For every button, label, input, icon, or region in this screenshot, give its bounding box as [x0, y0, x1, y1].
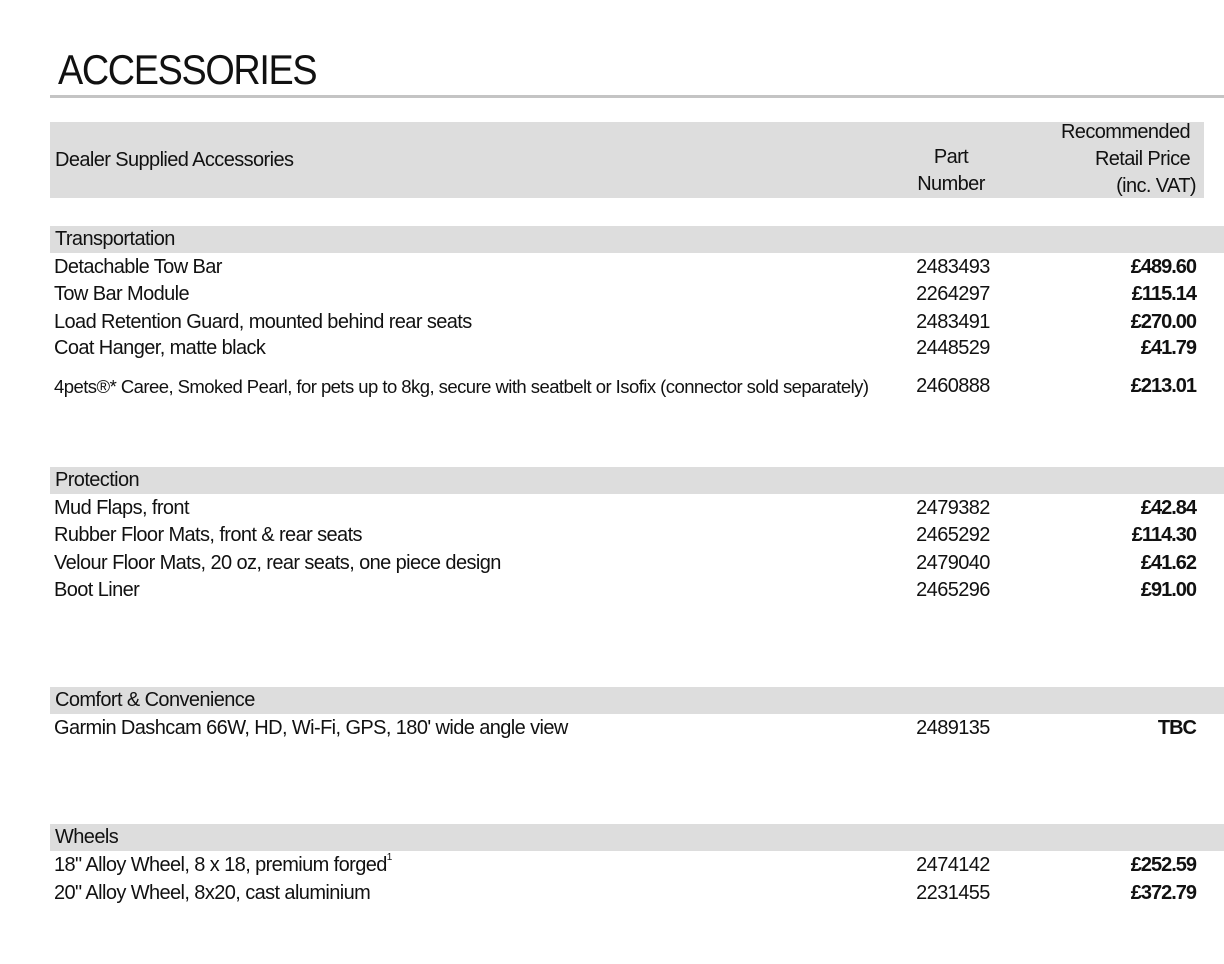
row-description-wrap [54, 852, 392, 879]
row-part-number: 2465296 [916, 579, 990, 601]
footnote-marker: 1 [386, 852, 392, 863]
row-part-number: 2264297 [916, 283, 990, 305]
table-row [0, 852, 1224, 879]
row-price: £115.14 [1131, 283, 1196, 305]
row-description: Velour Floor Mats, 20 oz, rear seats, one piece design [54, 552, 501, 574]
table-row [0, 522, 1224, 549]
row-description: Load Retention Guard, mounted behind rear seats [54, 311, 472, 333]
section-title-transportation: Transportation [55, 228, 175, 250]
header-part-line2: Number [917, 173, 985, 195]
row-description: Tow Bar Module [54, 283, 189, 305]
section-band-transportation [50, 226, 1224, 253]
header-part-number [900, 144, 1002, 198]
section-title-protection: Protection [55, 469, 140, 491]
table-row [0, 373, 1224, 400]
row-part-number: 2231455 [916, 882, 990, 904]
row-description: Mud Flaps, front [54, 497, 189, 519]
row-part-number: 2460888 [916, 375, 990, 397]
row-description: Rubber Floor Mats, front & rear seats [54, 524, 362, 546]
table-row [0, 550, 1224, 577]
row-description: 20" Alloy Wheel, 8x20, cast aluminium [54, 882, 371, 904]
table-row [0, 715, 1224, 742]
header-description: Dealer Supplied Accessories [55, 149, 294, 171]
row-part-number: 2479382 [916, 497, 990, 519]
row-price: £42.84 [1140, 497, 1196, 519]
header-part-line1: Part [933, 146, 969, 168]
row-price: £114.30 [1131, 524, 1196, 546]
row-part-number: 2448529 [916, 337, 990, 359]
table-row [0, 495, 1224, 522]
table-row [0, 281, 1224, 308]
row-part-number: 2465292 [916, 524, 990, 546]
section-title-comfort: Comfort & Convenience [55, 689, 255, 711]
row-part-number: 2489135 [916, 717, 990, 739]
section-band-protection [50, 467, 1224, 494]
header-price-line3: (inc. VAT) [1116, 175, 1196, 197]
table-row [0, 577, 1224, 604]
row-part-number: 2474142 [916, 854, 990, 876]
row-price: £372.79 [1130, 882, 1196, 904]
table-row [0, 309, 1224, 336]
row-description: Garmin Dashcam 66W, HD, Wi-Fi, GPS, 180' wide angle view [54, 717, 568, 739]
row-price: £91.00 [1140, 579, 1196, 601]
header-price-line1: Recommended [1060, 121, 1190, 143]
row-description: 4pets®* Caree, Smoked Pearl, for pets up to 8kg, secure with seatbelt or Isofix (connector sold separately) [54, 376, 869, 397]
title-divider [50, 95, 1224, 98]
row-price: TBC [1157, 717, 1196, 739]
section-title-wheels: Wheels [55, 826, 119, 848]
table-row [0, 880, 1224, 907]
row-description: 18" Alloy Wheel, 8 x 18, premium forged [54, 854, 387, 876]
row-price: £252.59 [1130, 854, 1196, 876]
row-price: £213.01 [1130, 375, 1196, 397]
row-description: Coat Hanger, matte black [54, 337, 266, 359]
section-band-wheels [50, 824, 1224, 851]
row-description: Detachable Tow Bar [54, 256, 222, 278]
header-price-line2: Retail Price [1094, 148, 1190, 170]
table-row [0, 335, 1224, 362]
row-price: £270.00 [1130, 311, 1196, 333]
row-description: Boot Liner [54, 579, 140, 601]
row-price: £41.62 [1140, 552, 1196, 574]
row-part-number: 2479040 [916, 552, 990, 574]
header-price [1061, 119, 1196, 200]
row-part-number: 2483493 [916, 256, 990, 278]
page-title: ACCESSORIES [58, 46, 317, 93]
row-price: £41.79 [1140, 337, 1196, 359]
row-part-number: 2483491 [916, 311, 990, 333]
row-price: £489.60 [1130, 256, 1196, 278]
table-row [0, 254, 1224, 281]
